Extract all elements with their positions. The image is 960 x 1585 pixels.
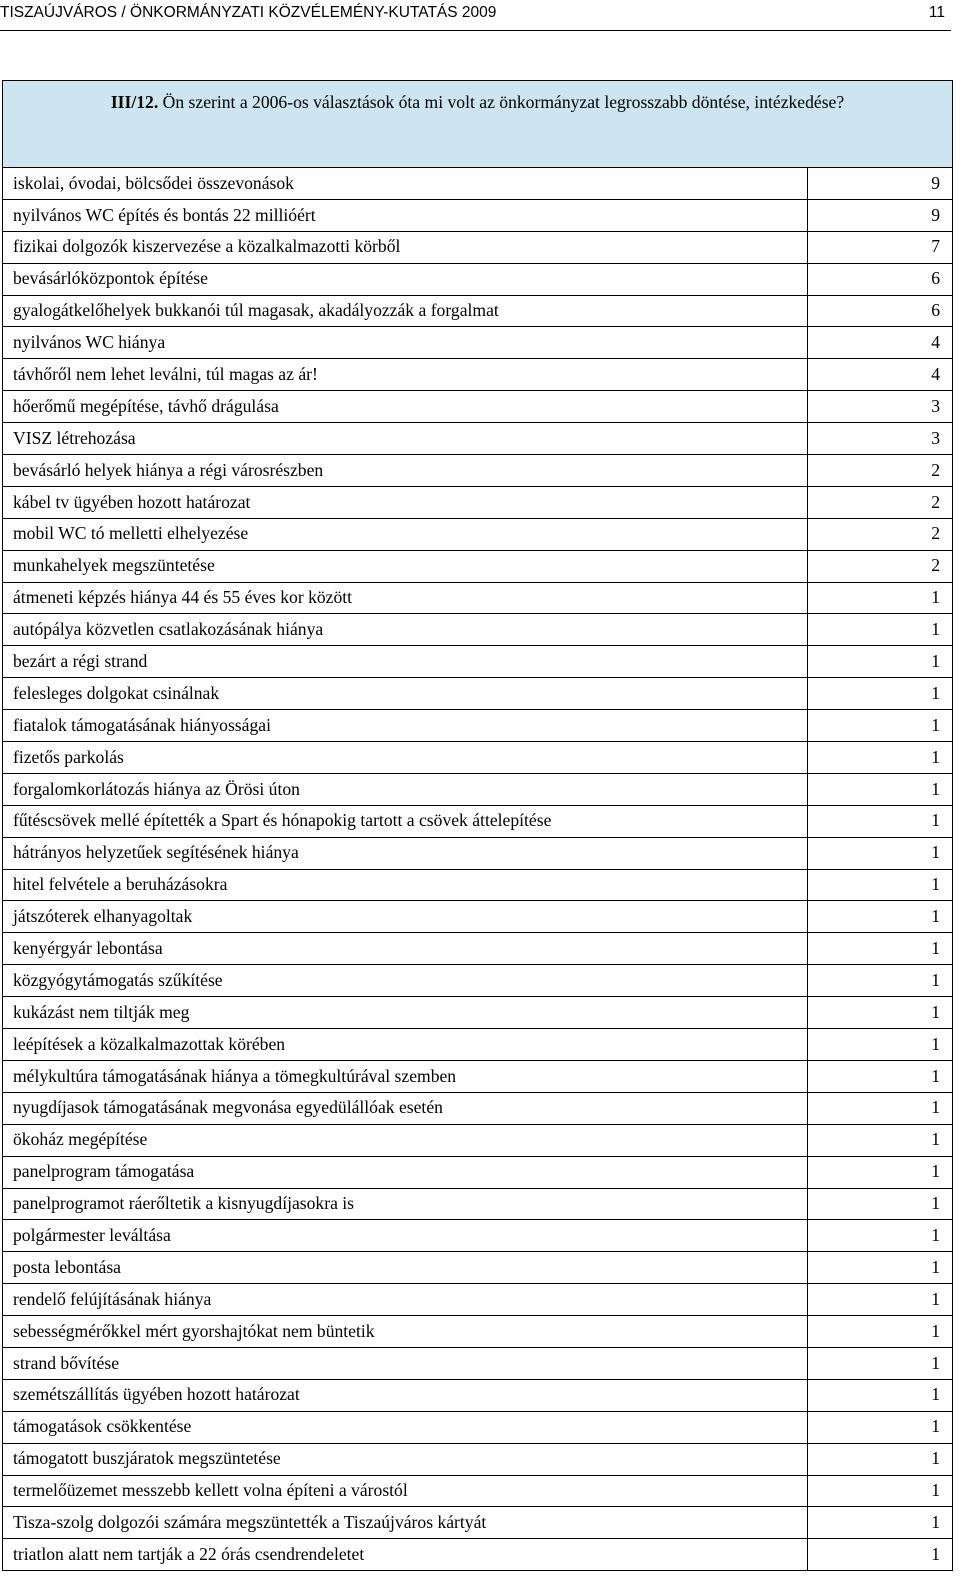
table-row xyxy=(3,391,953,423)
count-cell: 1 xyxy=(808,1156,953,1188)
count-cell: 1 xyxy=(808,1379,953,1411)
table-row xyxy=(3,837,953,869)
count-cell: 1 xyxy=(808,678,953,710)
answer-cell: mobil WC tó melletti elhelyezése xyxy=(3,518,808,550)
table-row xyxy=(3,1124,953,1156)
table-row xyxy=(3,550,953,582)
answer-cell: távhőről nem lehet leválni, túl magas az ár! xyxy=(3,359,808,391)
count-cell: 1 xyxy=(808,1124,953,1156)
answer-cell: fizetős parkolás xyxy=(3,742,808,774)
table-row xyxy=(3,742,953,774)
table-row xyxy=(3,168,953,200)
count-cell: 1 xyxy=(808,933,953,965)
count-cell: 1 xyxy=(808,997,953,1029)
answer-cell: kábel tv ügyében hozott határozat xyxy=(3,486,808,518)
count-cell: 1 xyxy=(808,1539,953,1571)
table-row xyxy=(3,997,953,1029)
answer-cell: átmeneti képzés hiánya 44 és 55 éves kor között xyxy=(3,582,808,614)
table-row xyxy=(3,486,953,518)
table-row xyxy=(3,1156,953,1188)
count-cell: 1 xyxy=(808,901,953,933)
count-cell: 1 xyxy=(808,1284,953,1316)
answer-cell: munkahelyek megszüntetése xyxy=(3,550,808,582)
table-row xyxy=(3,423,953,455)
answer-cell: kukázást nem tiltják meg xyxy=(3,997,808,1029)
answer-cell: nyugdíjasok támogatásának megvonása egyedülállóak esetén xyxy=(3,1092,808,1124)
table-row xyxy=(3,1379,953,1411)
count-cell: 1 xyxy=(808,837,953,869)
table-row xyxy=(3,199,953,231)
table-row xyxy=(3,710,953,742)
count-cell: 1 xyxy=(808,742,953,774)
count-cell: 1 xyxy=(808,869,953,901)
count-cell: 1 xyxy=(808,1475,953,1507)
count-cell: 1 xyxy=(808,1316,953,1348)
table-row xyxy=(3,1475,953,1507)
question-text: Ön szerint a 2006-os választások óta mi volt az önkormányzat legrosszabb döntése, intézkedése? xyxy=(162,92,845,112)
table-row xyxy=(3,295,953,327)
count-cell: 6 xyxy=(808,263,953,295)
answer-cell: fiatalok támogatásának hiányosságai xyxy=(3,710,808,742)
answer-cell: mélykultúra támogatásának hiánya a tömegkultúrával szemben xyxy=(3,1060,808,1092)
answer-cell: kenyérgyár lebontása xyxy=(3,933,808,965)
table-row xyxy=(3,1284,953,1316)
answer-cell: fűtéscsövek mellé építették a Spart és hónapokig tartott a csövek áttelepítése xyxy=(3,805,808,837)
count-cell: 1 xyxy=(808,773,953,805)
count-cell: 6 xyxy=(808,295,953,327)
count-cell: 1 xyxy=(808,1060,953,1092)
answer-cell: felesleges dolgokat csinálnak xyxy=(3,678,808,710)
answer-cell: fizikai dolgozók kiszervezése a közalkalmazotti körből xyxy=(3,231,808,263)
count-cell: 1 xyxy=(808,965,953,997)
question-number: III/12. xyxy=(110,92,159,112)
answer-cell: posta lebontása xyxy=(3,1252,808,1284)
answer-cell: panelprogram támogatása xyxy=(3,1156,808,1188)
answer-cell: strand bővítése xyxy=(3,1347,808,1379)
table-row xyxy=(3,1252,953,1284)
question-cell xyxy=(3,81,953,168)
count-cell: 2 xyxy=(808,550,953,582)
table-row xyxy=(3,1443,953,1475)
survey-results-table xyxy=(2,80,953,1571)
table-row xyxy=(3,1507,953,1539)
answer-cell: forgalomkorlátozás hiánya az Örösi úton xyxy=(3,773,808,805)
answer-cell: gyalogátkelőhelyek bukkanói túl magasak, akadályozzák a forgalmat xyxy=(3,295,808,327)
count-cell: 1 xyxy=(808,1507,953,1539)
table-row xyxy=(3,869,953,901)
table-row xyxy=(3,1347,953,1379)
table-row xyxy=(3,805,953,837)
answer-cell: bezárt a régi strand xyxy=(3,646,808,678)
table-row xyxy=(3,678,953,710)
table-row xyxy=(3,455,953,487)
count-cell: 9 xyxy=(808,168,953,200)
answer-cell: szemétszállítás ügyében hozott határozat xyxy=(3,1379,808,1411)
table-row xyxy=(3,773,953,805)
count-cell: 2 xyxy=(808,486,953,518)
table-row xyxy=(3,359,953,391)
table-row xyxy=(3,1411,953,1443)
table-row xyxy=(3,518,953,550)
count-cell: 1 xyxy=(808,1188,953,1220)
answer-cell: ökoház megépítése xyxy=(3,1124,808,1156)
document-title: TISZAÚJVÁROS / ÖNKORMÁNYZATI KÖZVÉLEMÉNY-KUTATÁS 2009 xyxy=(0,4,497,21)
answer-cell: termelőüzemet messzebb kellett volna építeni a várostól xyxy=(3,1475,808,1507)
page-number: 11 xyxy=(928,4,945,21)
answer-cell: támogatások csökkentése xyxy=(3,1411,808,1443)
table-row xyxy=(3,933,953,965)
answer-cell: játszóterek elhanyagoltak xyxy=(3,901,808,933)
answer-cell: leépítések a közalkalmazottak körében xyxy=(3,1029,808,1061)
count-cell: 9 xyxy=(808,199,953,231)
answer-cell: polgármester leváltása xyxy=(3,1220,808,1252)
answer-cell: autópálya közvetlen csatlakozásának hiánya xyxy=(3,614,808,646)
count-cell: 4 xyxy=(808,359,953,391)
question-row xyxy=(3,81,953,168)
table-row xyxy=(3,965,953,997)
answer-cell: triatlon alatt nem tartják a 22 órás csendrendeletet xyxy=(3,1539,808,1571)
table-row xyxy=(3,901,953,933)
answer-cell: panelprogramot ráerőltetik a kisnyugdíjasokra is xyxy=(3,1188,808,1220)
count-cell: 1 xyxy=(808,1092,953,1124)
count-cell: 3 xyxy=(808,391,953,423)
count-cell: 3 xyxy=(808,423,953,455)
answer-cell: közgyógytámogatás szűkítése xyxy=(3,965,808,997)
count-cell: 4 xyxy=(808,327,953,359)
count-cell: 1 xyxy=(808,614,953,646)
count-cell: 1 xyxy=(808,582,953,614)
table-row xyxy=(3,1188,953,1220)
count-cell: 1 xyxy=(808,1443,953,1475)
answer-cell: sebességmérőkkel mért gyorshajtókat nem büntetik xyxy=(3,1316,808,1348)
table-row xyxy=(3,1539,953,1571)
table-row xyxy=(3,614,953,646)
answer-cell: bevásárlóközpontok építése xyxy=(3,263,808,295)
answer-cell: támogatott buszjáratok megszüntetése xyxy=(3,1443,808,1475)
table-row xyxy=(3,263,953,295)
answer-cell: hitel felvétele a beruházásokra xyxy=(3,869,808,901)
count-cell: 7 xyxy=(808,231,953,263)
table-row xyxy=(3,646,953,678)
table-row xyxy=(3,1092,953,1124)
count-cell: 1 xyxy=(808,1347,953,1379)
count-cell: 2 xyxy=(808,455,953,487)
table-row xyxy=(3,1029,953,1061)
answer-cell: hőerőmű megépítése, távhő drágulása xyxy=(3,391,808,423)
answer-cell: bevásárló helyek hiánya a régi városrészben xyxy=(3,455,808,487)
answer-cell: hátrányos helyzetűek segítésének hiánya xyxy=(3,837,808,869)
count-cell: 1 xyxy=(808,1411,953,1443)
table-row xyxy=(3,1060,953,1092)
count-cell: 1 xyxy=(808,1029,953,1061)
count-cell: 1 xyxy=(808,646,953,678)
table-row xyxy=(3,1316,953,1348)
count-cell: 1 xyxy=(808,1220,953,1252)
table-row xyxy=(3,1220,953,1252)
table-row xyxy=(3,327,953,359)
answer-cell: nyilvános WC építés és bontás 22 millióért xyxy=(3,199,808,231)
answer-cell: VISZ létrehozása xyxy=(3,423,808,455)
answer-cell: rendelő felújításának hiánya xyxy=(3,1284,808,1316)
count-cell: 1 xyxy=(808,805,953,837)
count-cell: 1 xyxy=(808,710,953,742)
answer-cell: nyilvános WC hiánya xyxy=(3,327,808,359)
table-row xyxy=(3,231,953,263)
count-cell: 2 xyxy=(808,518,953,550)
table-row xyxy=(3,582,953,614)
page-header xyxy=(0,0,951,31)
answer-cell: iskolai, óvodai, bölcsődei összevonások xyxy=(3,168,808,200)
count-cell: 1 xyxy=(808,1252,953,1284)
answer-cell: Tisza-szolg dolgozói számára megszüntették a Tiszaújváros kártyát xyxy=(3,1507,808,1539)
